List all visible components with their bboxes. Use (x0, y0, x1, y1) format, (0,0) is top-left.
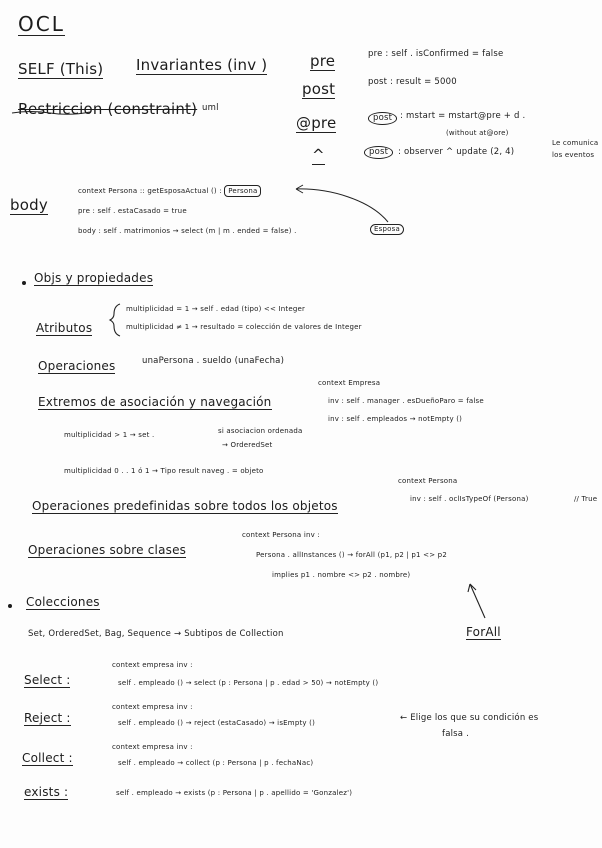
post-keyword: post (302, 80, 336, 98)
atributos-brace (110, 304, 120, 336)
collect-expr: self . empleado → collect (p : Persona | p . fechaNac) (118, 759, 314, 767)
body-line-1-boxed: Persona (224, 185, 261, 197)
predef-note: // True (574, 495, 598, 503)
forall-arrow (470, 584, 485, 618)
body-line-3-text: body : self . matrimonios → select (m | m . ended = false) . (78, 227, 297, 235)
extremos-inv-2: inv : self . empleados → notEmpty () (328, 415, 463, 423)
esposa-to-persona-arrowhead (296, 185, 303, 193)
restriccion-label: Restriccion (constraint) (18, 100, 198, 118)
body-line-1 (78, 188, 261, 195)
invariantes-label: Invariantes (inv ) (136, 56, 268, 74)
clases-context: context Persona inv : (242, 531, 320, 539)
esposa-to-persona-arrow (296, 189, 388, 222)
caret-keyword: ^ (312, 146, 325, 164)
extremos-inv-1: inv : self . manager . esDueñoParo = false (328, 397, 484, 405)
pre-keyword: pre (310, 52, 336, 70)
mult-gt1: multiplicidad > 1 → set . (64, 431, 155, 439)
pre-explanation: pre : self . isConfirmed = false (368, 49, 504, 59)
reject-note-2: falsa . (442, 729, 470, 739)
section-1-heading: Objs y propiedades (34, 271, 154, 285)
clases-line-2: implies p1 . nombre <> p2 . nombre) (272, 571, 411, 579)
reject-note-1: ← Elige los que su condición es (400, 713, 539, 723)
body-line-3 (78, 228, 297, 235)
predef-label: Operaciones predefinidas sobre todos los objetos (32, 499, 338, 513)
self-label: SELF (This) (18, 60, 104, 78)
clases-line-1: Persona . allInstances () → forAll (p1, p2 | p1 <> p2 (256, 551, 447, 559)
predef-context: context Persona (398, 477, 458, 485)
predef-inv: inv : self . oclIsTypeOf (Persona) (410, 495, 529, 503)
at-pre-keyword: @pre (296, 114, 337, 132)
section-2-heading: Colecciones (26, 595, 100, 609)
post-explanation: post : result = 5000 (368, 77, 457, 87)
reject-expr: self . empleado () → reject (estaCasado) → isEmpty () (118, 719, 316, 727)
caret-circled-post: post (364, 146, 393, 159)
exists-expr: self . empleado → exists (p : Persona | p . apellido = 'Gonzalez') (116, 789, 353, 797)
section-2-bullet (8, 604, 12, 608)
reject-context: context empresa inv : (112, 703, 193, 711)
restriccion-note: uml (202, 103, 219, 113)
forall-note: ForAll (466, 625, 501, 639)
extremos-context: context Empresa (318, 379, 381, 387)
clases-label: Operaciones sobre clases (28, 543, 187, 557)
forall-arrowhead (468, 584, 476, 592)
body-label: body (10, 196, 48, 214)
caret-note-1: Le comunica (552, 139, 599, 147)
body-line-2: pre : self . estaCasado = true (78, 207, 187, 215)
atributos-line-1: multiplicidad = 1 → self . edad (tipo) << Integer (126, 305, 306, 313)
caret-note-2: los eventos (552, 151, 595, 159)
extremos-label: Extremos de asociación y navegación (38, 395, 272, 409)
body-line-1-text: context Persona :: getEsposaActual () : (78, 187, 222, 195)
collect-label: Collect : (22, 751, 73, 765)
operaciones-text: unaPersona . sueldo (unaFecha) (142, 356, 285, 366)
mult-01: multiplicidad 0 . . 1 ó 1 → Tipo result naveg . = objeto (64, 467, 264, 475)
collection-subtypes: Set, OrderedSet, Bag, Sequence → Subtipos de Collection (28, 629, 284, 639)
at-pre-note: (without at@ore) (446, 129, 509, 137)
reject-label: Reject : (24, 711, 71, 725)
select-expr: self . empleado () → select (p : Persona | p . edad > 50) → notEmpty () (118, 679, 379, 687)
at-pre-explanation: : mstart = mstart@pre + d . (400, 111, 526, 121)
atributos-line-2: multiplicidad ≠ 1 → resultado = colección de valores de Integer (126, 323, 362, 331)
caret-explanation: : observer ^ update (2, 4) (398, 147, 515, 157)
operaciones-label: Operaciones (38, 359, 116, 373)
exists-label: exists : (24, 785, 69, 799)
select-label: Select : (24, 673, 71, 687)
collect-context: context empresa inv : (112, 743, 193, 751)
page-title: OCL (18, 12, 65, 36)
at-pre-circled-post: post (368, 112, 397, 125)
section-1-bullet (22, 281, 26, 285)
mult-gt1-note-2: → OrderedSet (222, 441, 273, 449)
body-esposa-boxed: Esposa (370, 224, 404, 235)
select-context: context empresa inv : (112, 661, 193, 669)
mult-gt1-note-1: si asociacion ordenada (218, 427, 303, 435)
atributos-label: Atributos (36, 321, 93, 335)
